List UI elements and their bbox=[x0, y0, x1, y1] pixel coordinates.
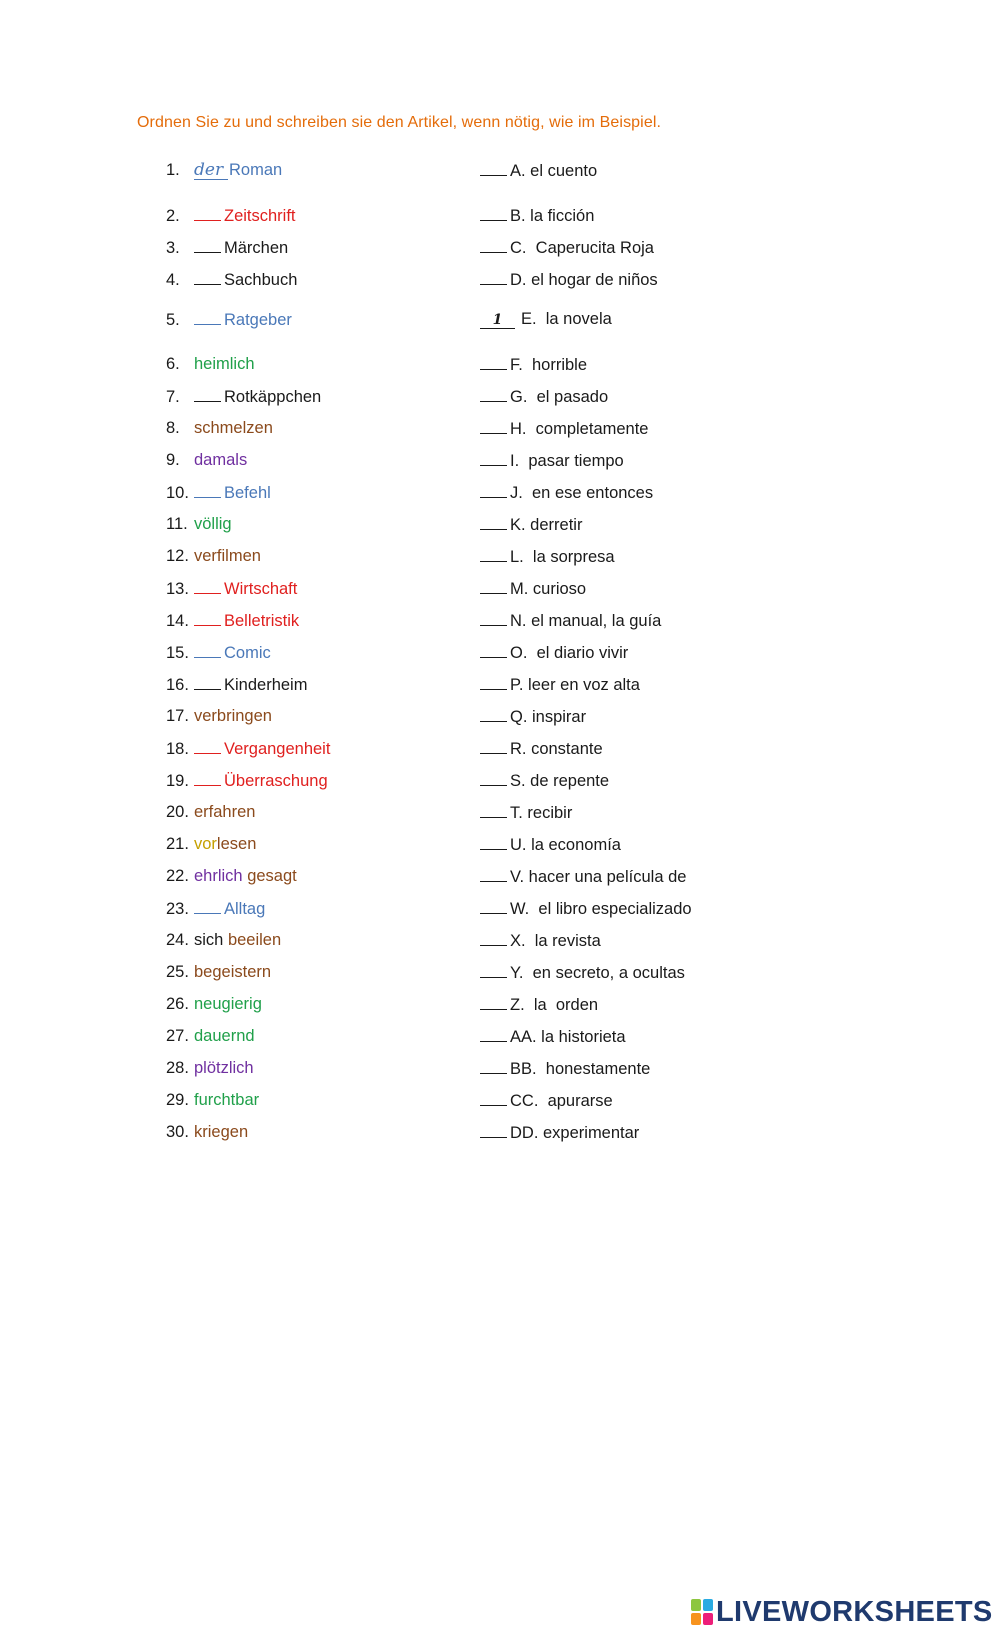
spanish-translation: B. la ficción bbox=[510, 207, 595, 225]
german-item bbox=[166, 931, 281, 955]
german-item bbox=[166, 963, 271, 987]
german-word: Wirtschaft bbox=[224, 580, 298, 598]
spanish-item bbox=[480, 867, 686, 891]
match-blank-input[interactable] bbox=[480, 867, 507, 882]
liveworksheets-logo bbox=[691, 1596, 993, 1628]
spanish-translation: V. hacer una película de bbox=[510, 868, 687, 886]
spanish-translation: Q. inspirar bbox=[510, 708, 587, 726]
item-number: 3. bbox=[166, 239, 180, 257]
spanish-translation: Y. en secreto, a ocultas bbox=[510, 964, 685, 982]
german-item bbox=[166, 675, 307, 699]
logo-square bbox=[691, 1613, 701, 1625]
german-item bbox=[166, 1123, 248, 1147]
german-item bbox=[166, 547, 261, 571]
match-blank-input[interactable] bbox=[480, 643, 507, 658]
item-number: 19. bbox=[166, 772, 189, 790]
german-word: furchtbar bbox=[194, 1091, 260, 1109]
german-word: Überraschung bbox=[224, 772, 328, 790]
spanish-item bbox=[480, 899, 692, 923]
german-item bbox=[166, 835, 256, 859]
logo-square bbox=[703, 1599, 713, 1611]
german-item bbox=[166, 238, 288, 262]
match-blank-input[interactable] bbox=[480, 1123, 507, 1138]
spanish-item bbox=[480, 771, 609, 795]
match-blank-input[interactable] bbox=[480, 1091, 507, 1106]
spanish-item bbox=[480, 206, 594, 230]
german-item bbox=[166, 310, 292, 334]
german-item bbox=[166, 1091, 259, 1115]
match-blank-input[interactable] bbox=[480, 161, 507, 176]
item-number: 20. bbox=[166, 803, 189, 821]
german-word: Zeitschrift bbox=[224, 207, 296, 225]
german-item bbox=[166, 899, 265, 923]
article-blank-input[interactable] bbox=[194, 899, 221, 914]
german-item bbox=[166, 451, 247, 475]
spanish-item bbox=[480, 707, 586, 731]
spanish-item bbox=[480, 547, 615, 571]
item-number: 22. bbox=[166, 867, 189, 885]
article-blank-input[interactable] bbox=[194, 771, 221, 786]
item-number: 17. bbox=[166, 707, 189, 725]
spanish-item bbox=[480, 803, 572, 827]
spanish-item bbox=[480, 579, 586, 603]
german-word: dauernd bbox=[194, 1027, 255, 1045]
item-number: 16. bbox=[166, 676, 189, 694]
german-word: begeistern bbox=[194, 963, 272, 981]
spanish-translation: I. pasar tiempo bbox=[510, 452, 624, 470]
match-blank-input[interactable] bbox=[480, 206, 507, 221]
german-item bbox=[166, 483, 271, 507]
item-number: 15. bbox=[166, 644, 189, 662]
german-item bbox=[166, 803, 255, 827]
item-number: 4. bbox=[166, 271, 180, 289]
match-blank-input[interactable] bbox=[480, 547, 507, 562]
german-word: Roman bbox=[229, 161, 283, 179]
item-number: 2. bbox=[166, 207, 180, 225]
spanish-translation: O. el diario vivir bbox=[510, 644, 629, 662]
spanish-item bbox=[480, 270, 658, 294]
spanish-item bbox=[480, 451, 624, 475]
german-item bbox=[166, 867, 297, 891]
german-word: Rotkäppchen bbox=[224, 388, 322, 406]
german-item bbox=[166, 611, 299, 635]
german-word: völlig bbox=[194, 515, 232, 533]
match-blank-input[interactable] bbox=[480, 803, 507, 818]
match-blank-input[interactable] bbox=[480, 899, 507, 914]
spanish-translation: DD. experimentar bbox=[510, 1124, 640, 1142]
spanish-translation: P. leer en voz alta bbox=[510, 676, 640, 694]
spanish-item bbox=[480, 611, 661, 635]
logo-text: LIVEWORKSHEETS bbox=[716, 1595, 993, 1628]
spanish-item bbox=[480, 643, 628, 667]
spanish-translation: N. el manual, la guía bbox=[510, 612, 662, 630]
german-word-part: ehrlich bbox=[194, 867, 243, 885]
logo-square bbox=[691, 1599, 701, 1611]
spanish-translation: R. constante bbox=[510, 740, 603, 758]
spanish-translation: Z. la orden bbox=[510, 996, 599, 1014]
german-word: verbringen bbox=[194, 707, 272, 725]
article-blank-input[interactable] bbox=[194, 238, 221, 253]
german-item bbox=[166, 355, 255, 379]
spanish-item bbox=[480, 355, 587, 379]
match-blank-input[interactable] bbox=[480, 739, 507, 754]
match-blank-input[interactable] bbox=[480, 419, 507, 434]
german-word: schmelzen bbox=[194, 419, 273, 437]
spanish-item bbox=[480, 1059, 650, 1083]
german-word: Alltag bbox=[224, 900, 266, 918]
german-word: kriegen bbox=[194, 1123, 249, 1141]
german-word: Comic bbox=[224, 644, 271, 662]
item-number: 26. bbox=[166, 995, 189, 1013]
match-blank-input[interactable] bbox=[480, 387, 507, 402]
spanish-item bbox=[480, 1091, 613, 1115]
spanish-item bbox=[480, 419, 648, 443]
spanish-translation: C. Caperucita Roja bbox=[510, 239, 654, 257]
german-word-part: gesagt bbox=[242, 867, 297, 885]
spanish-translation: G. el pasado bbox=[510, 388, 609, 406]
spanish-translation: M. curioso bbox=[510, 580, 587, 598]
spanish-item bbox=[480, 835, 621, 859]
match-blank-input[interactable] bbox=[480, 675, 507, 690]
article-blank-input[interactable] bbox=[194, 310, 221, 325]
article-blank-input[interactable] bbox=[194, 739, 221, 754]
german-word: verfilmen bbox=[194, 547, 261, 565]
spanish-translation: S. de repente bbox=[510, 772, 610, 790]
german-item bbox=[166, 1059, 254, 1083]
german-item bbox=[166, 1027, 255, 1051]
spanish-item bbox=[480, 515, 582, 539]
spanish-item bbox=[480, 675, 640, 699]
german-item bbox=[166, 995, 262, 1019]
article-blank-input[interactable] bbox=[194, 387, 221, 402]
german-word: Belletristik bbox=[224, 612, 300, 630]
article-blank-input[interactable] bbox=[194, 579, 221, 594]
german-word-part: sich bbox=[194, 931, 228, 949]
german-item bbox=[166, 206, 296, 230]
match-blank-input[interactable] bbox=[480, 707, 507, 722]
match-answer-input[interactable]: 1 bbox=[480, 312, 515, 329]
german-word-part: vor bbox=[194, 835, 217, 853]
german-item bbox=[166, 270, 297, 294]
item-number: 5. bbox=[166, 311, 180, 329]
item-number: 12. bbox=[166, 547, 189, 565]
spanish-translation: T. recibir bbox=[510, 804, 573, 822]
item-number: 10. bbox=[166, 484, 189, 502]
spanish-translation: W. el libro especializado bbox=[510, 900, 692, 918]
match-blank-input[interactable] bbox=[480, 355, 507, 370]
german-word: Kinderheim bbox=[224, 676, 308, 694]
spanish-translation: U. la economía bbox=[510, 836, 621, 854]
spanish-translation: X. la revista bbox=[510, 932, 601, 950]
spanish-item bbox=[480, 161, 597, 185]
german-word: plötzlich bbox=[194, 1059, 254, 1077]
german-item bbox=[166, 387, 321, 411]
german-word: Sachbuch bbox=[224, 271, 298, 289]
item-number: 25. bbox=[166, 963, 189, 981]
german-word: Ratgeber bbox=[224, 311, 292, 329]
match-blank-input[interactable] bbox=[480, 515, 507, 530]
article-blank-input[interactable] bbox=[194, 483, 221, 498]
spanish-item bbox=[480, 1027, 626, 1051]
spanish-translation: CC. apurarse bbox=[510, 1092, 613, 1110]
spanish-translation: K. derretir bbox=[510, 516, 583, 534]
spanish-item bbox=[480, 931, 601, 955]
spanish-translation: AA. la historieta bbox=[510, 1028, 626, 1046]
item-number: 13. bbox=[166, 580, 189, 598]
german-word-part: lesen bbox=[216, 835, 257, 853]
logo-mark-icon bbox=[691, 1599, 713, 1625]
example-article: der bbox=[194, 162, 228, 180]
spanish-translation: A. el cuento bbox=[510, 162, 598, 180]
german-word: damals bbox=[194, 451, 248, 469]
item-number: 1. bbox=[166, 161, 180, 179]
spanish-item bbox=[480, 238, 654, 262]
match-blank-input[interactable] bbox=[480, 963, 507, 978]
match-blank-input[interactable] bbox=[480, 835, 507, 850]
article-blank-input[interactable] bbox=[194, 643, 221, 658]
logo-square bbox=[703, 1613, 713, 1625]
spanish-item bbox=[480, 1123, 639, 1147]
item-number: 29. bbox=[166, 1091, 189, 1109]
german-word-part: beeilen bbox=[227, 931, 282, 949]
item-number: 14. bbox=[166, 612, 189, 630]
article-blank-input[interactable] bbox=[194, 206, 221, 221]
spanish-item bbox=[480, 387, 608, 411]
german-item bbox=[166, 579, 297, 603]
german-item bbox=[166, 161, 282, 185]
match-blank-input[interactable] bbox=[480, 1027, 507, 1042]
match-blank-input[interactable] bbox=[480, 483, 507, 498]
spanish-item bbox=[480, 963, 685, 987]
german-item bbox=[166, 739, 330, 763]
item-number: 7. bbox=[166, 388, 180, 406]
german-word: Märchen bbox=[224, 239, 289, 257]
match-blank-input[interactable] bbox=[480, 995, 507, 1010]
instruction-text: Ordnen Sie zu und schreiben sie den Artikel, wenn nötig, wie im Beispiel. bbox=[137, 114, 662, 131]
spanish-translation: F. horrible bbox=[510, 356, 588, 374]
spanish-item bbox=[480, 739, 603, 763]
german-word: neugierig bbox=[194, 995, 262, 1013]
item-number: 27. bbox=[166, 1027, 189, 1045]
item-number: 11. bbox=[166, 515, 188, 533]
german-word: Befehl bbox=[224, 484, 271, 502]
german-word: erfahren bbox=[194, 803, 256, 821]
spanish-item bbox=[480, 483, 653, 507]
spanish-item bbox=[480, 310, 612, 334]
spanish-translation: H. completamente bbox=[510, 420, 649, 438]
item-number: 21. bbox=[166, 835, 189, 853]
item-number: 30. bbox=[166, 1123, 189, 1141]
item-number: 24. bbox=[166, 931, 189, 949]
match-blank-input[interactable] bbox=[480, 1059, 507, 1074]
spanish-translation: L. la sorpresa bbox=[510, 548, 615, 566]
match-blank-input[interactable] bbox=[480, 931, 507, 946]
spanish-translation: D. el hogar de niños bbox=[510, 271, 658, 289]
item-number: 9. bbox=[166, 451, 180, 469]
match-blank-input[interactable] bbox=[480, 771, 507, 786]
item-number: 28. bbox=[166, 1059, 189, 1077]
match-blank-input[interactable] bbox=[480, 451, 507, 466]
item-number: 6. bbox=[166, 355, 180, 373]
german-item bbox=[166, 707, 272, 731]
item-number: 23. bbox=[166, 900, 189, 918]
article-blank-input[interactable] bbox=[194, 675, 221, 690]
german-word: Vergangenheit bbox=[224, 740, 331, 758]
match-blank-input[interactable] bbox=[480, 579, 507, 594]
spanish-translation: J. en ese entonces bbox=[510, 484, 654, 502]
german-item bbox=[166, 771, 328, 795]
item-number: 18. bbox=[166, 740, 189, 758]
article-blank-input[interactable] bbox=[194, 611, 221, 626]
spanish-translation: BB. honestamente bbox=[510, 1060, 651, 1078]
german-item bbox=[166, 515, 232, 539]
article-blank-input[interactable] bbox=[194, 270, 221, 285]
match-blank-input[interactable] bbox=[480, 611, 507, 626]
match-blank-input[interactable] bbox=[480, 238, 507, 253]
german-word: heimlich bbox=[194, 355, 255, 373]
german-item bbox=[166, 419, 273, 443]
item-number: 8. bbox=[166, 419, 180, 437]
spanish-translation: E. la novela bbox=[521, 310, 612, 328]
match-blank-input[interactable] bbox=[480, 270, 507, 285]
spanish-item bbox=[480, 995, 598, 1019]
german-item bbox=[166, 643, 271, 667]
